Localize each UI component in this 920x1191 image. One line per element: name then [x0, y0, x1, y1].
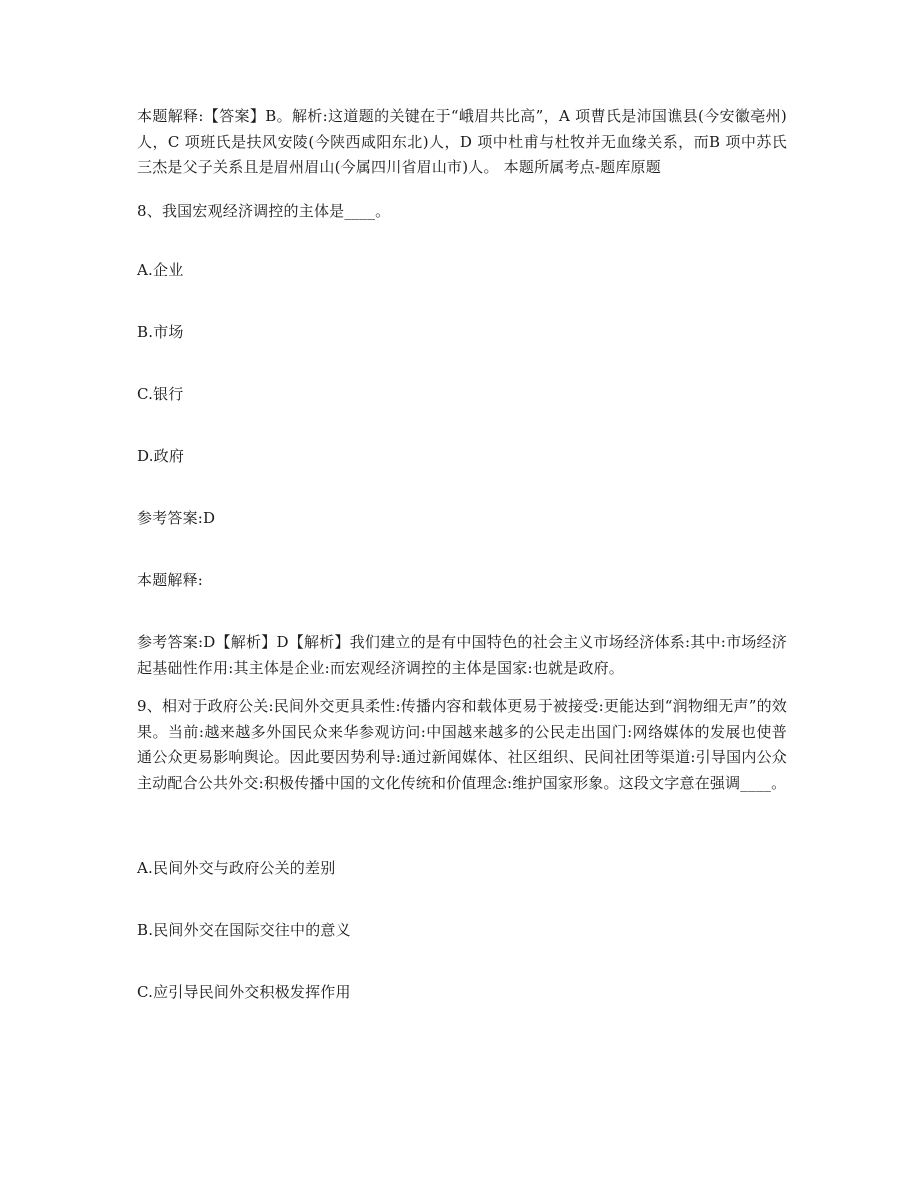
q9-option-a: A.民间外交与政府公关的差别	[137, 859, 336, 877]
q8-option-a: A.企业	[137, 261, 184, 279]
q8-option-c: C.银行	[137, 385, 184, 403]
q7-explanation: 本题解释:【答案】B。解析:这道题的关键在于“峨眉共比高”，A 项曹氏是沛国谯县(今安徽亳州)人，C 项班氏是扶风安陵(今陕西咸阳东北)人，D 项中杜甫与杜牧并无血缘关系，而B 项中苏氏三杰是父子关系且是眉州眉山(今属四川省眉山市)人。 本题所属考点-题库原题	[137, 107, 787, 176]
q9-option-c: C.应引导民间外交积极发挥作用	[137, 983, 351, 1001]
q9-question: 9、相对于政府公关:民间外交更具柔性:传播内容和载体更易于被接受:更能达到“润物细无声”的效果。当前:越来越多外国民众来华参观访问:中国越来越多的公民走出国门:网络媒体的发展也使普通公众更易影响舆论。因此要因势利导:通过新闻媒体、社区组织、民间社团等渠道:引导国内公众主动配合公共外交:积极传播中国的文化传统和价值理念:维护国家形象。这段文字意在强调____。	[137, 697, 787, 792]
q8-question: 8、我国宏观经济调控的主体是____。	[137, 202, 391, 220]
q8-explanation-label: 本题解释:	[137, 571, 204, 589]
q8-option-d: D.政府	[137, 447, 185, 465]
q8-option-b: B.市场	[137, 323, 184, 341]
q8-answer: 参考答案:D	[137, 509, 216, 527]
q8-explanation: 参考答案:D【解析】D【解析】我们建立的是有中国特色的社会主义市场经济体系:其中:市场经济起基础性作用:其主体是企业:而宏观经济调控的主体是国家:也就是政府。	[137, 633, 787, 677]
q9-option-b: B.民间外交在国际交往中的意义	[137, 921, 351, 939]
